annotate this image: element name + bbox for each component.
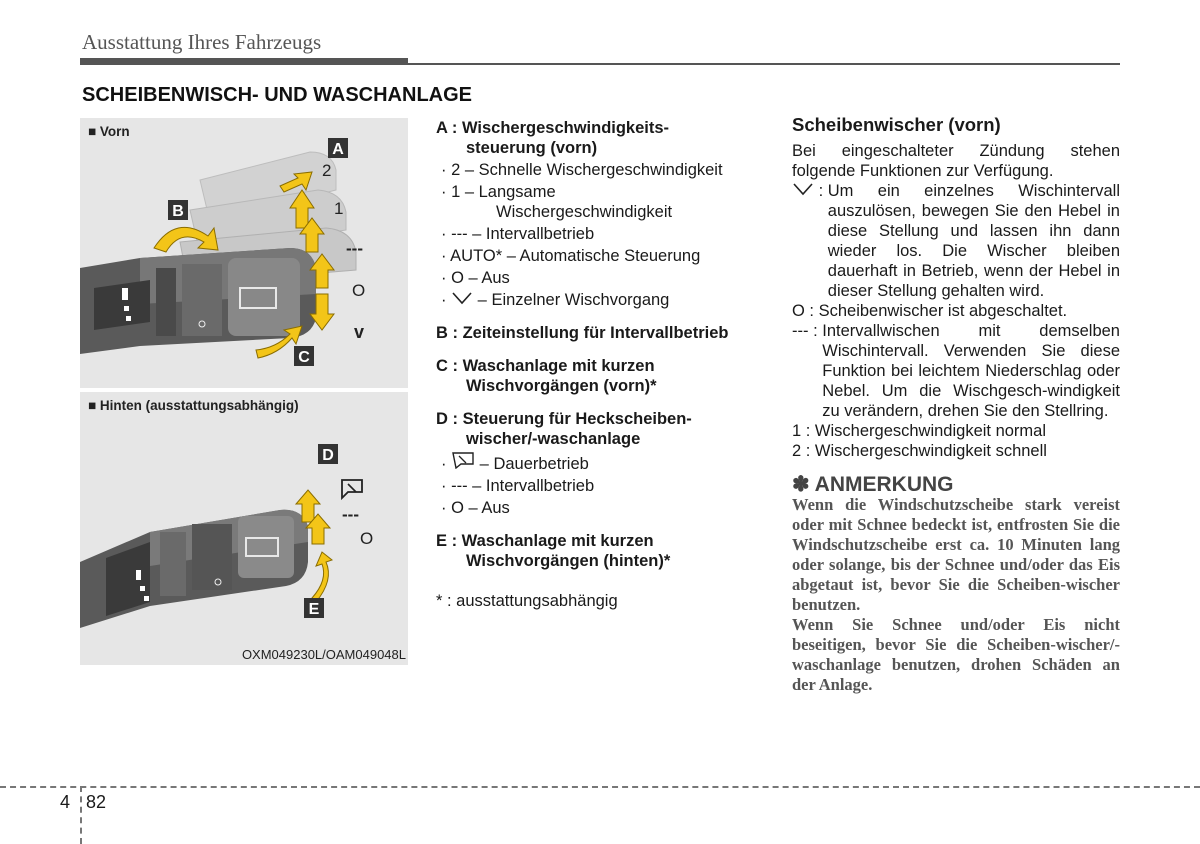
callout-b: B bbox=[172, 203, 184, 220]
list-item: · AUTO* – Automatische Steuerung bbox=[441, 247, 701, 265]
header-rule-thin bbox=[408, 63, 1120, 65]
figure-code: OXM049230L/OAM049048L bbox=[241, 647, 406, 662]
list-item: · --- – Intervallbetrieb bbox=[441, 477, 595, 495]
chapter-number: 4 bbox=[60, 792, 71, 812]
list-item: · 1 – Langsame Wischergeschwindigkeit bbox=[441, 183, 673, 221]
position-interval-mark: --- bbox=[346, 239, 363, 258]
list-item: · – Dauerbetrieb bbox=[436, 451, 771, 474]
legend-a-heading: A : Wischergeschwindigkeits- bbox=[436, 119, 670, 137]
rear-off-mark: O bbox=[360, 529, 374, 548]
page-number: 82 bbox=[86, 792, 107, 812]
speed-2-description: 2 : Wischergeschwindigkeit schnell bbox=[792, 442, 1047, 460]
rear-figure-label: ■ Hinten (ausstattungsabhängig) bbox=[88, 398, 299, 413]
header-rule-thick bbox=[80, 58, 408, 65]
rear-lever-illustration bbox=[80, 392, 408, 665]
position-off-mark: O bbox=[352, 281, 366, 300]
legend-c: C : Waschanlage mit kurzen Wischvorgängen (vorn)* bbox=[436, 357, 657, 395]
note-title: ✽ ANMERKUNG bbox=[792, 473, 954, 496]
section-title: SCHEIBENWISCH- UND WASCHANLAGE bbox=[82, 84, 472, 106]
single-wipe-icon bbox=[451, 291, 473, 305]
front-figure-label: ■ Vorn bbox=[88, 124, 130, 139]
list-item: · O – Aus bbox=[441, 269, 510, 287]
speed-1-description: 1 : Wischergeschwindigkeit normal bbox=[792, 422, 1047, 440]
single-wipe-icon bbox=[792, 182, 814, 196]
position-1-mark: 1 bbox=[334, 199, 344, 218]
note-paragraph-1: Wenn die Windschutzscheibe stark vereist oder mit Schnee bedeckt ist, entfrosten Sie die Windschutzscheibe erst ca. 10 Minuten lang oder solange, bis der Schnee und/oder das Eis abgetaut ist, bevor Sie die Scheiben-wischer benutzen. bbox=[792, 495, 1120, 614]
position-single-mark: v bbox=[354, 322, 365, 342]
legend-d: D : Steuerung für Heckscheiben- wischer/-waschanlage · – Dauerbetrieb · --- – Intervallbetrieb · O – Aus bbox=[436, 409, 771, 518]
legend-b: B : Zeiteinstellung für Intervallbetrieb bbox=[436, 324, 729, 342]
note-paragraph-2: Wenn Sie Schnee und/oder Eis nicht beseitigen, bevor Sie die Scheiben-wischer/- waschanlage benutzen, drohen Schäden an der Anlage. bbox=[792, 615, 1120, 694]
footnote: * : ausstattungsabhängig bbox=[436, 592, 618, 610]
front-lever-illustration bbox=[80, 118, 408, 388]
legend-e: E : Waschanlage mit kurzen Wischvorgängen (hinten)* bbox=[436, 532, 671, 570]
legend-a bbox=[436, 118, 771, 310]
callout-c: C bbox=[298, 349, 310, 366]
callout-d: D bbox=[322, 447, 334, 464]
front-wiper-figure bbox=[80, 118, 408, 388]
rear-wiper-continuous-icon bbox=[451, 451, 475, 469]
subheading: Scheibenwischer (vorn) bbox=[792, 114, 1001, 135]
running-header: Ausstattung Ihres Fahrzeugs bbox=[82, 30, 322, 54]
callout-a: A bbox=[332, 141, 344, 158]
description-column bbox=[792, 115, 1120, 695]
callout-e: E bbox=[308, 601, 320, 618]
rear-interval-mark: --- bbox=[342, 505, 359, 524]
legend-a-heading-cont: steuerung (vorn) bbox=[466, 139, 598, 157]
list-item: · --- – Intervallbetrieb bbox=[441, 225, 595, 243]
intro-text: Bei eingeschalteter Zündung stehen folgende Funktionen zur Verfügung. bbox=[792, 142, 1120, 180]
rear-wiper-figure bbox=[80, 392, 408, 665]
footer-rule bbox=[0, 786, 1200, 788]
interval-description: --- : Intervallwischen mit demselben Wischintervall. Verwenden Sie diese Funktion bei leichtem Niederschlag oder Nebel. Um die Wischgesch-windigkeit zu verändern, drehen Sie den Stellring. bbox=[792, 322, 1120, 420]
position-2-mark: 2 bbox=[322, 161, 332, 180]
legend-column bbox=[436, 118, 771, 624]
list-item: · O – Aus bbox=[441, 499, 510, 517]
single-wipe-description: : Um ein einzelnes Wischintervall auszulösen, bewegen Sie den Hebel in diese Stellung und lassen ihn dann wieder los. Die Wischer bleiben dauerhaft in Betrieb, wenn der Hebel in dieser Stellung gehalten wird. bbox=[792, 181, 1120, 301]
off-description: O : Scheibenwischer ist abgeschaltet. bbox=[792, 302, 1068, 320]
footer-separator bbox=[80, 786, 82, 844]
list-item: · 2 – Schnelle Wischergeschwindigkeit bbox=[441, 161, 723, 179]
list-item: · – Einzelner Wischvorgang bbox=[441, 291, 670, 309]
